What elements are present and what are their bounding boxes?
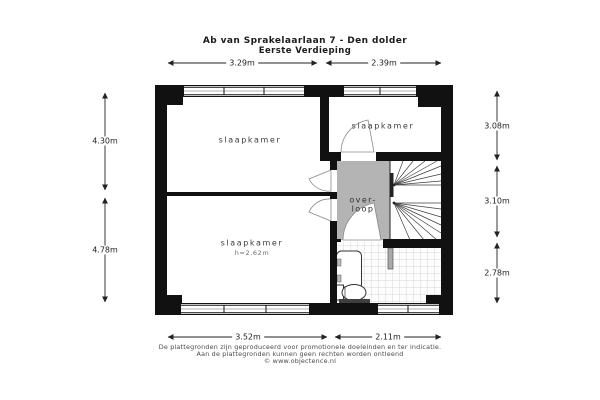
dimension-label-bottom-right: 2.11m <box>372 333 404 342</box>
dimension-label-bottom-left: 3.52m <box>232 333 264 342</box>
sink-vanity <box>337 251 362 289</box>
toilet-bowl <box>342 285 366 301</box>
room-ceiling-height: h=2.62m <box>234 249 270 257</box>
radiator <box>388 248 393 269</box>
staircase <box>390 161 442 240</box>
room-label-bedroom-top-left: slaapkamer <box>218 135 282 145</box>
dimension-label-top-right: 2.39m <box>368 59 400 68</box>
window-top-left <box>184 86 304 96</box>
dimension-label-left-upper: 4.30m <box>89 137 121 146</box>
room-label-landing-line1: over- <box>349 195 377 205</box>
page-subtitle: Eerste Verdieping <box>258 46 352 56</box>
dimension-label-right-middle: 3.10m <box>481 197 513 206</box>
window-bathroom <box>378 304 439 314</box>
door-bedroom-bottom-left <box>309 199 331 221</box>
room-label-bedroom-bottom-left: slaapkamer <box>220 238 284 248</box>
dimension-label-top-left: 3.29m <box>226 59 258 68</box>
footer-copyright: © www.objectence.nl <box>263 357 337 365</box>
room-label-bedroom-top-right: slaapkamer <box>351 121 415 131</box>
footer-disclaimer-line1: De plattegronden zijn geproduceerd voor promotionele doeleinden en ter indicatie. <box>158 343 442 351</box>
window-top-right <box>344 86 416 96</box>
dimension-label-right-lower: 2.78m <box>481 269 513 278</box>
door-bedroom-top-left <box>309 170 331 191</box>
dimension-label-right-upper: 3.08m <box>481 122 513 131</box>
room-label-landing-line2: loop <box>351 204 375 214</box>
window-bottom-left <box>181 304 309 314</box>
page-title: Ab van Sprakelaarlaan 7 - Den dolder <box>202 36 408 46</box>
dimension-label-left-lower: 4.78m <box>89 246 121 255</box>
footer-disclaimer-line2: Aan de plattegronden kunnen geen rechten worden ontleend <box>196 350 404 358</box>
